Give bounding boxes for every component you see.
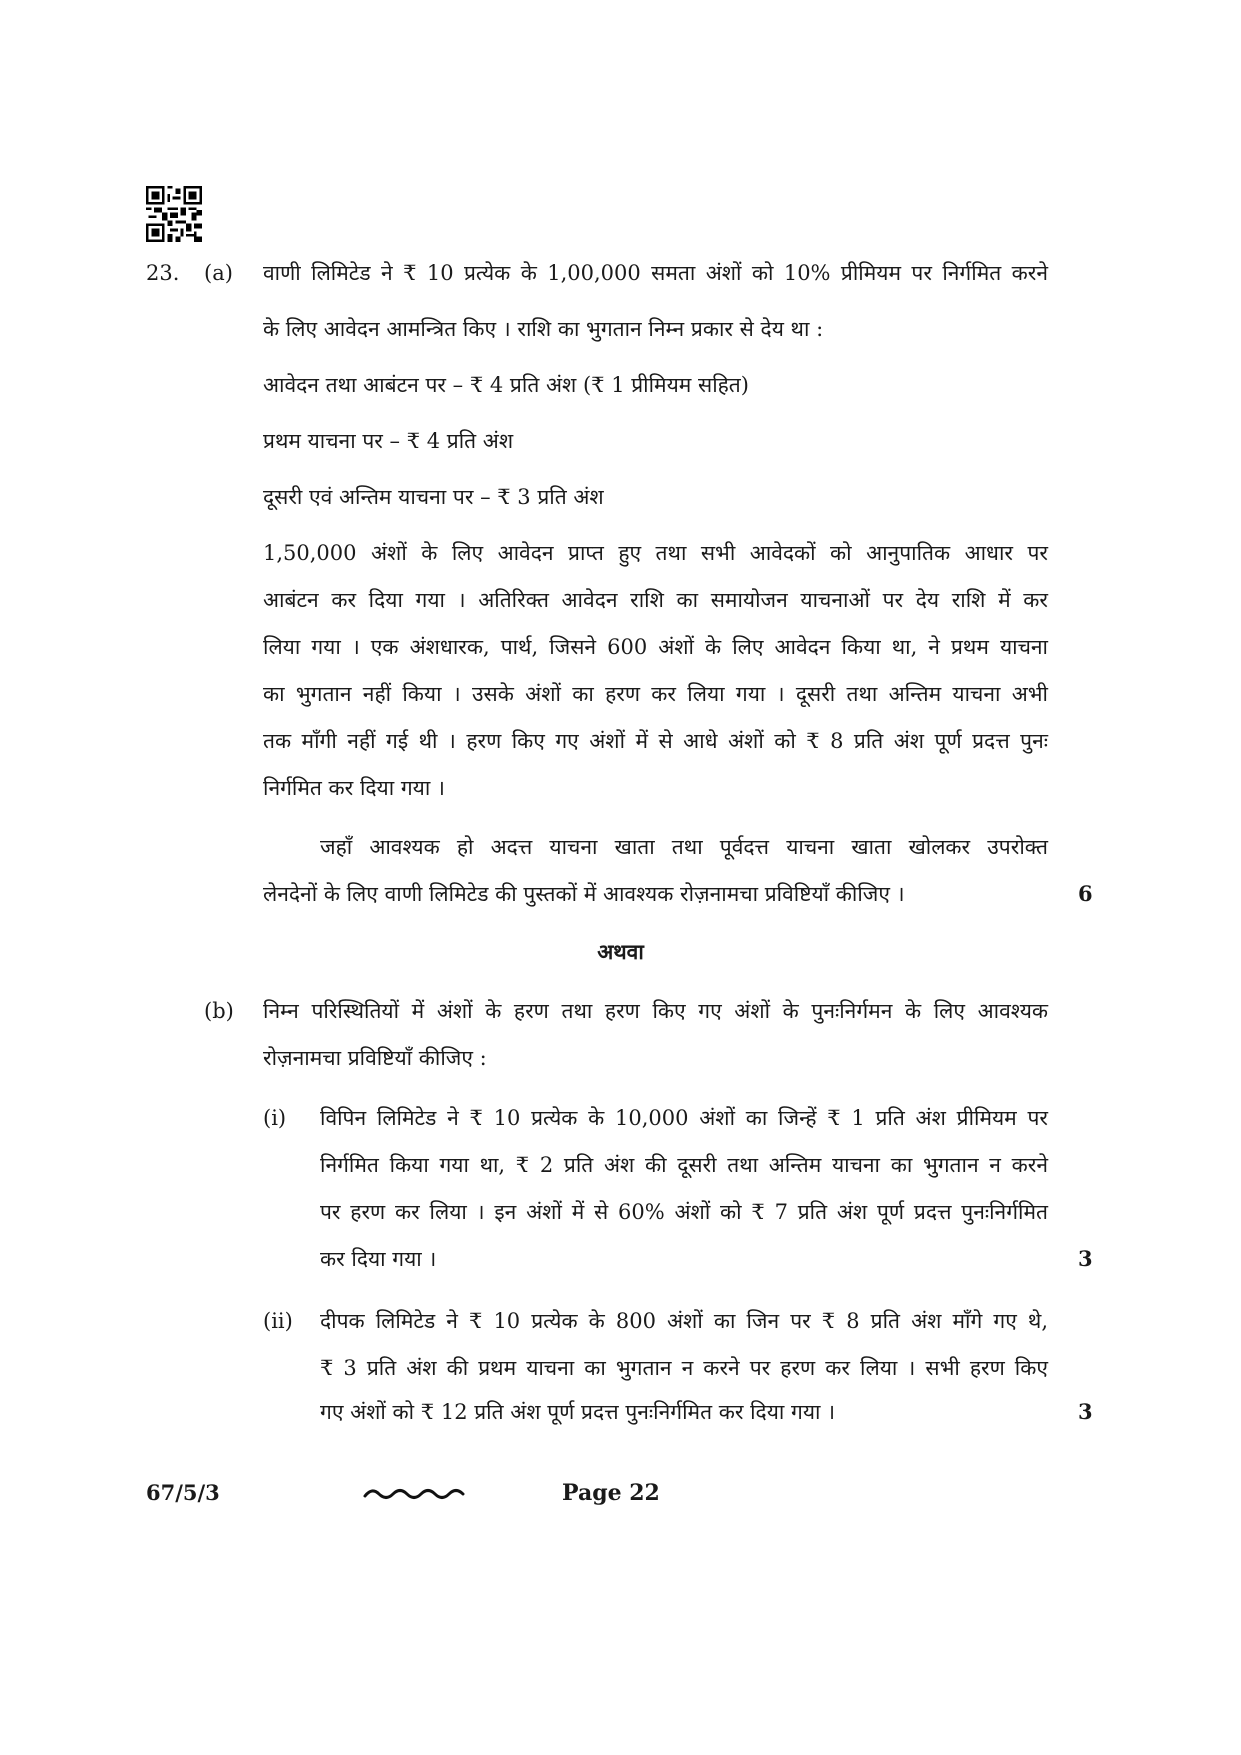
part-b-intro-line-1: निम्न परिस्थितियों में अंशों के हरण तथा हरण किए गए अंशों के पुनःनिर्गमन के लिए आवश्यक: [263, 999, 1048, 1023]
part-a-body-line-4: का भुगतान नहीं किया । उसके अंशों का हरण कर लिया गया । दूसरी तथा अन्तिम याचना अभी: [263, 682, 1048, 706]
payment-line-first-call: प्रथम याचना पर – ₹ 4 प्रति अंश: [263, 429, 514, 453]
payment-line-final-call: दूसरी एवं अन्तिम याचना पर – ₹ 3 प्रति अंश: [263, 485, 604, 509]
part-a-marks: 6: [1078, 881, 1093, 906]
sub-i-line-1: विपिन लिमिटेड ने ₹ 10 प्रत्येक के 10,000 अंशों का जिन्हें ₹ 1 प्रति अंश प्रीमियम पर: [320, 1106, 1048, 1130]
sub-i-line-4: कर दिया गया ।: [320, 1247, 437, 1271]
sub-i-line-3: पर हरण कर लिया । इन अंशों में से 60% अंशों को ₹ 7 प्रति अंश पूर्ण प्रदत्त पुनःनिर्गमित: [320, 1200, 1048, 1224]
sub-ii-line-2: ₹ 3 प्रति अंश की प्रथम याचना का भुगतान न करने पर हरण कर लिया । सभी हरण किए: [320, 1356, 1048, 1380]
sub-i-marks: 3: [1078, 1246, 1093, 1271]
part-b-label: (b): [204, 999, 234, 1023]
sub-ii-line-3: गए अंशों को ₹ 12 प्रति अंश पूर्ण प्रदत्त पुनःनिर्गमित कर दिया गया ।: [320, 1400, 836, 1424]
wave-ornament-icon: [363, 1484, 469, 1504]
part-a-instruction-line-2: लेनदेनों के लिए वाणी लिमिटेड की पुस्तकों में आवश्यक रोज़नामचा प्रविष्टियाँ कीजिए ।: [263, 882, 905, 906]
part-a-label: (a): [204, 261, 233, 285]
part-a-body-line-1: 1,50,000 अंशों के लिए आवेदन प्राप्त हुए तथा सभी आवेदकों को आनुपातिक आधार पर: [263, 541, 1048, 565]
part-a-body-line-5: तक माँगी नहीं गई थी । हरण किए गए अंशों में से आधे अंशों को ₹ 8 प्रति अंश पूर्ण प्रदत्त पुनः: [263, 729, 1048, 753]
payment-line-application: आवेदन तथा आबंटन पर – ₹ 4 प्रति अंश (₹ 1 प्रीमियम सहित): [263, 373, 749, 397]
sub-ii-marks: 3: [1078, 1399, 1093, 1424]
or-separator: अथवा: [597, 939, 644, 964]
sub-ii-label: (ii): [263, 1309, 293, 1333]
part-b-intro-line-2: रोज़नामचा प्रविष्टियाँ कीजिए :: [263, 1046, 487, 1070]
part-a-body-line-3: लिया गया । एक अंशधारक, पार्थ, जिसने 600 अंशों के लिए आवेदन किया था, ने प्रथम याचना: [263, 635, 1048, 659]
sub-ii-line-1: दीपक लिमिटेड ने ₹ 10 प्रत्येक के 800 अंशों का जिन पर ₹ 8 प्रति अंश माँगे गए थे,: [320, 1309, 1048, 1333]
question-number: 23.: [146, 261, 180, 285]
page-number: Page 22: [562, 1480, 660, 1506]
sub-i-line-2: निर्गमित किया गया था, ₹ 2 प्रति अंश की दूसरी तथा अन्तिम याचना का भुगतान न करने: [320, 1153, 1048, 1177]
sub-i-label: (i): [263, 1106, 287, 1130]
part-a-intro-line-2: के लिए आवेदन आमन्त्रित किए । राशि का भुगतान निम्न प्रकार से देय था :: [263, 317, 824, 341]
paper-code: 67/5/3: [146, 1480, 220, 1505]
part-a-instruction-line-1: जहाँ आवश्यक हो अदत्त याचना खाता तथा पूर्वदत्त याचना खाता खोलकर उपरोक्त: [320, 835, 1048, 859]
part-a-body-line-2: आबंटन कर दिया गया । अतिरिक्त आवेदन राशि का समायोजन याचनाओं पर देय राशि में कर: [263, 588, 1048, 612]
part-a-intro-line-1: वाणी लिमिटेड ने ₹ 10 प्रत्येक के 1,00,000 समता अंशों को 10% प्रीमियम पर निर्गमित करने: [263, 261, 1048, 285]
part-a-body-line-6: निर्गमित कर दिया गया ।: [263, 776, 445, 800]
qr-code-icon: [146, 186, 202, 242]
